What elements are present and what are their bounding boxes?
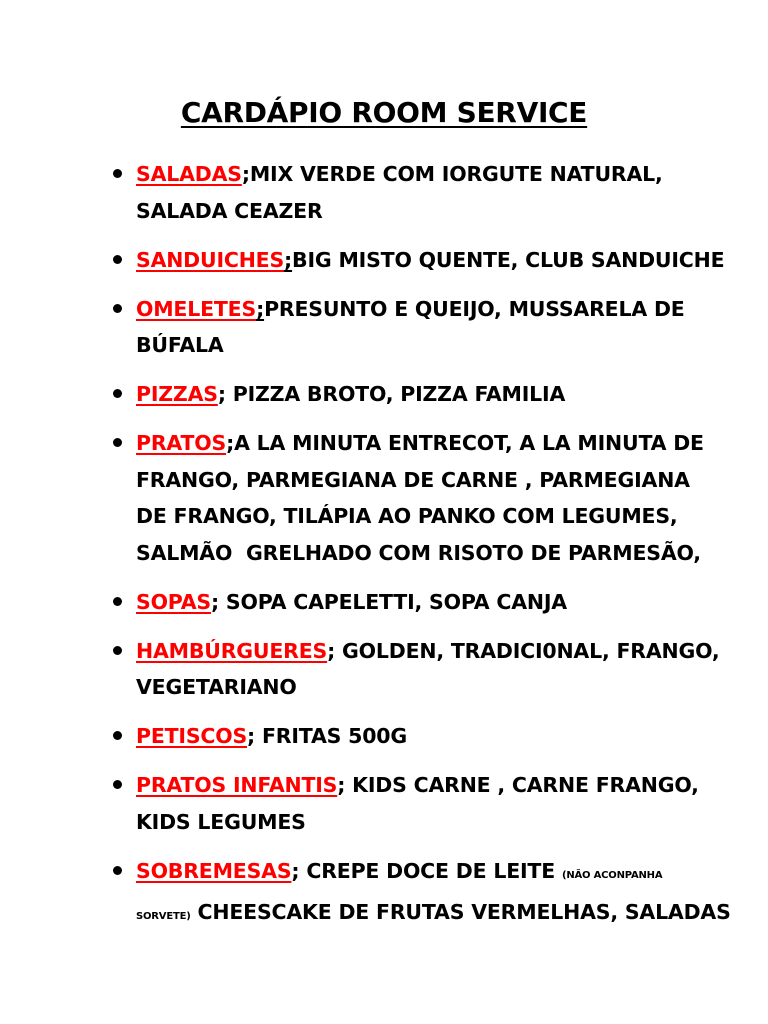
item-line: [136, 156, 728, 193]
item-line: [136, 767, 728, 804]
category-separator: ;: [226, 431, 235, 455]
item-text: SOPA CAPELETTI, SOPA CANJA: [218, 589, 567, 614]
list-item-petiscos: [0, 718, 768, 755]
item-text: SALADA CEAZER: [136, 198, 323, 223]
item-text: BÚFALA: [136, 333, 224, 357]
list-item-sanduiches: [0, 242, 768, 279]
item-text: SALMÃO GRELHADO COM RISOTO DE PARMESÃO,: [136, 540, 701, 565]
item-text: DE FRANGO, TILÁPIA AO PANKO COM LEGUMES,: [136, 504, 678, 528]
bullet-icon: [113, 866, 122, 875]
page-title: CARDÁPIO ROOM SERVICE: [180, 96, 588, 129]
category-separator: ;: [241, 162, 250, 186]
bullet-icon: [113, 597, 122, 606]
item-text: A LA MINUTA ENTRECOT, A LA MINUTA DE: [234, 431, 704, 455]
category-label: PETISCOS: [136, 724, 248, 748]
bullet-icon: [113, 731, 122, 740]
bullet-icon: [113, 255, 122, 264]
category-label: HAMBÚRGUERES: [136, 638, 328, 663]
item-text: KIDS LEGUMES: [136, 809, 306, 834]
item-line: [136, 584, 728, 621]
item-line: [0, 894, 731, 936]
item-line: [136, 853, 728, 895]
item-text: CREPE DOCE DE LEITE: [299, 858, 562, 883]
item-text: MIX VERDE COM IORGUTE NATURAL,: [249, 162, 663, 186]
category-separator: ;: [217, 382, 226, 406]
item-text: FRANGO, PARMEGIANA DE CARNE , PARMEGIANA: [136, 467, 690, 492]
item-note: (NÃO ACONPANHA: [561, 869, 663, 881]
list-item-pratos: [0, 425, 768, 571]
item-line: [136, 718, 728, 755]
item-text: PRESUNTO E QUEIJO, MUSSARELA DE: [264, 296, 685, 321]
category-label: PRATOS INFANTIS: [136, 773, 338, 797]
category-label: SANDUICHES: [136, 247, 285, 272]
item-line: [136, 242, 728, 279]
category-separator: ;: [210, 589, 219, 614]
item-line: [136, 633, 728, 670]
list-item-saladas: [0, 156, 768, 229]
category-label: SALADAS: [136, 162, 242, 186]
item-text: BIG MISTO QUENTE, CLUB SANDUICHE: [292, 247, 725, 272]
menu-list: [0, 156, 768, 948]
bullet-icon: [113, 304, 122, 313]
bullet-icon: [113, 169, 122, 178]
category-label: OMELETES: [136, 296, 257, 321]
bullet-icon: [113, 646, 122, 655]
item-line: [136, 376, 728, 413]
item-text: VEGETARIANO: [136, 675, 297, 699]
item-text: GOLDEN, TRADICI0NAL, FRANGO,: [335, 638, 720, 663]
list-item-hamburgueres: [0, 633, 768, 706]
category-label: SOPAS: [136, 589, 211, 614]
category-separator: ;: [247, 724, 256, 748]
category-separator: ;: [291, 858, 300, 883]
item-note: SORVETE): [136, 911, 191, 922]
bullet-icon: [113, 438, 122, 447]
list-item-pizzas: [0, 376, 768, 413]
category-label: PRATOS: [136, 431, 227, 455]
item-text: KIDS CARNE , CARNE FRANGO,: [345, 773, 699, 797]
bullet-icon: [113, 389, 122, 398]
list-item-pratos-infantis: [0, 767, 768, 840]
category-label: SOBREMESAS: [136, 858, 292, 883]
category-separator: ;: [337, 773, 346, 797]
item-text: CHEESCAKE DE FRUTAS VERMELHAS, SALADAS: [190, 900, 731, 924]
category-label: PIZZAS: [136, 382, 218, 406]
list-item-sobremesas: [0, 853, 768, 936]
category-separator: ;: [327, 638, 336, 663]
item-line: [136, 425, 728, 462]
item-line: [136, 291, 728, 328]
category-separator: ;: [256, 296, 265, 321]
item-text: PIZZA BROTO, PIZZA FAMILIA: [225, 382, 566, 406]
list-item-sopas: [0, 584, 768, 621]
list-item-omeletes: [0, 291, 768, 364]
bullet-icon: [113, 780, 122, 789]
item-text: FRITAS 500G: [255, 724, 407, 748]
category-separator: ;: [284, 247, 293, 272]
